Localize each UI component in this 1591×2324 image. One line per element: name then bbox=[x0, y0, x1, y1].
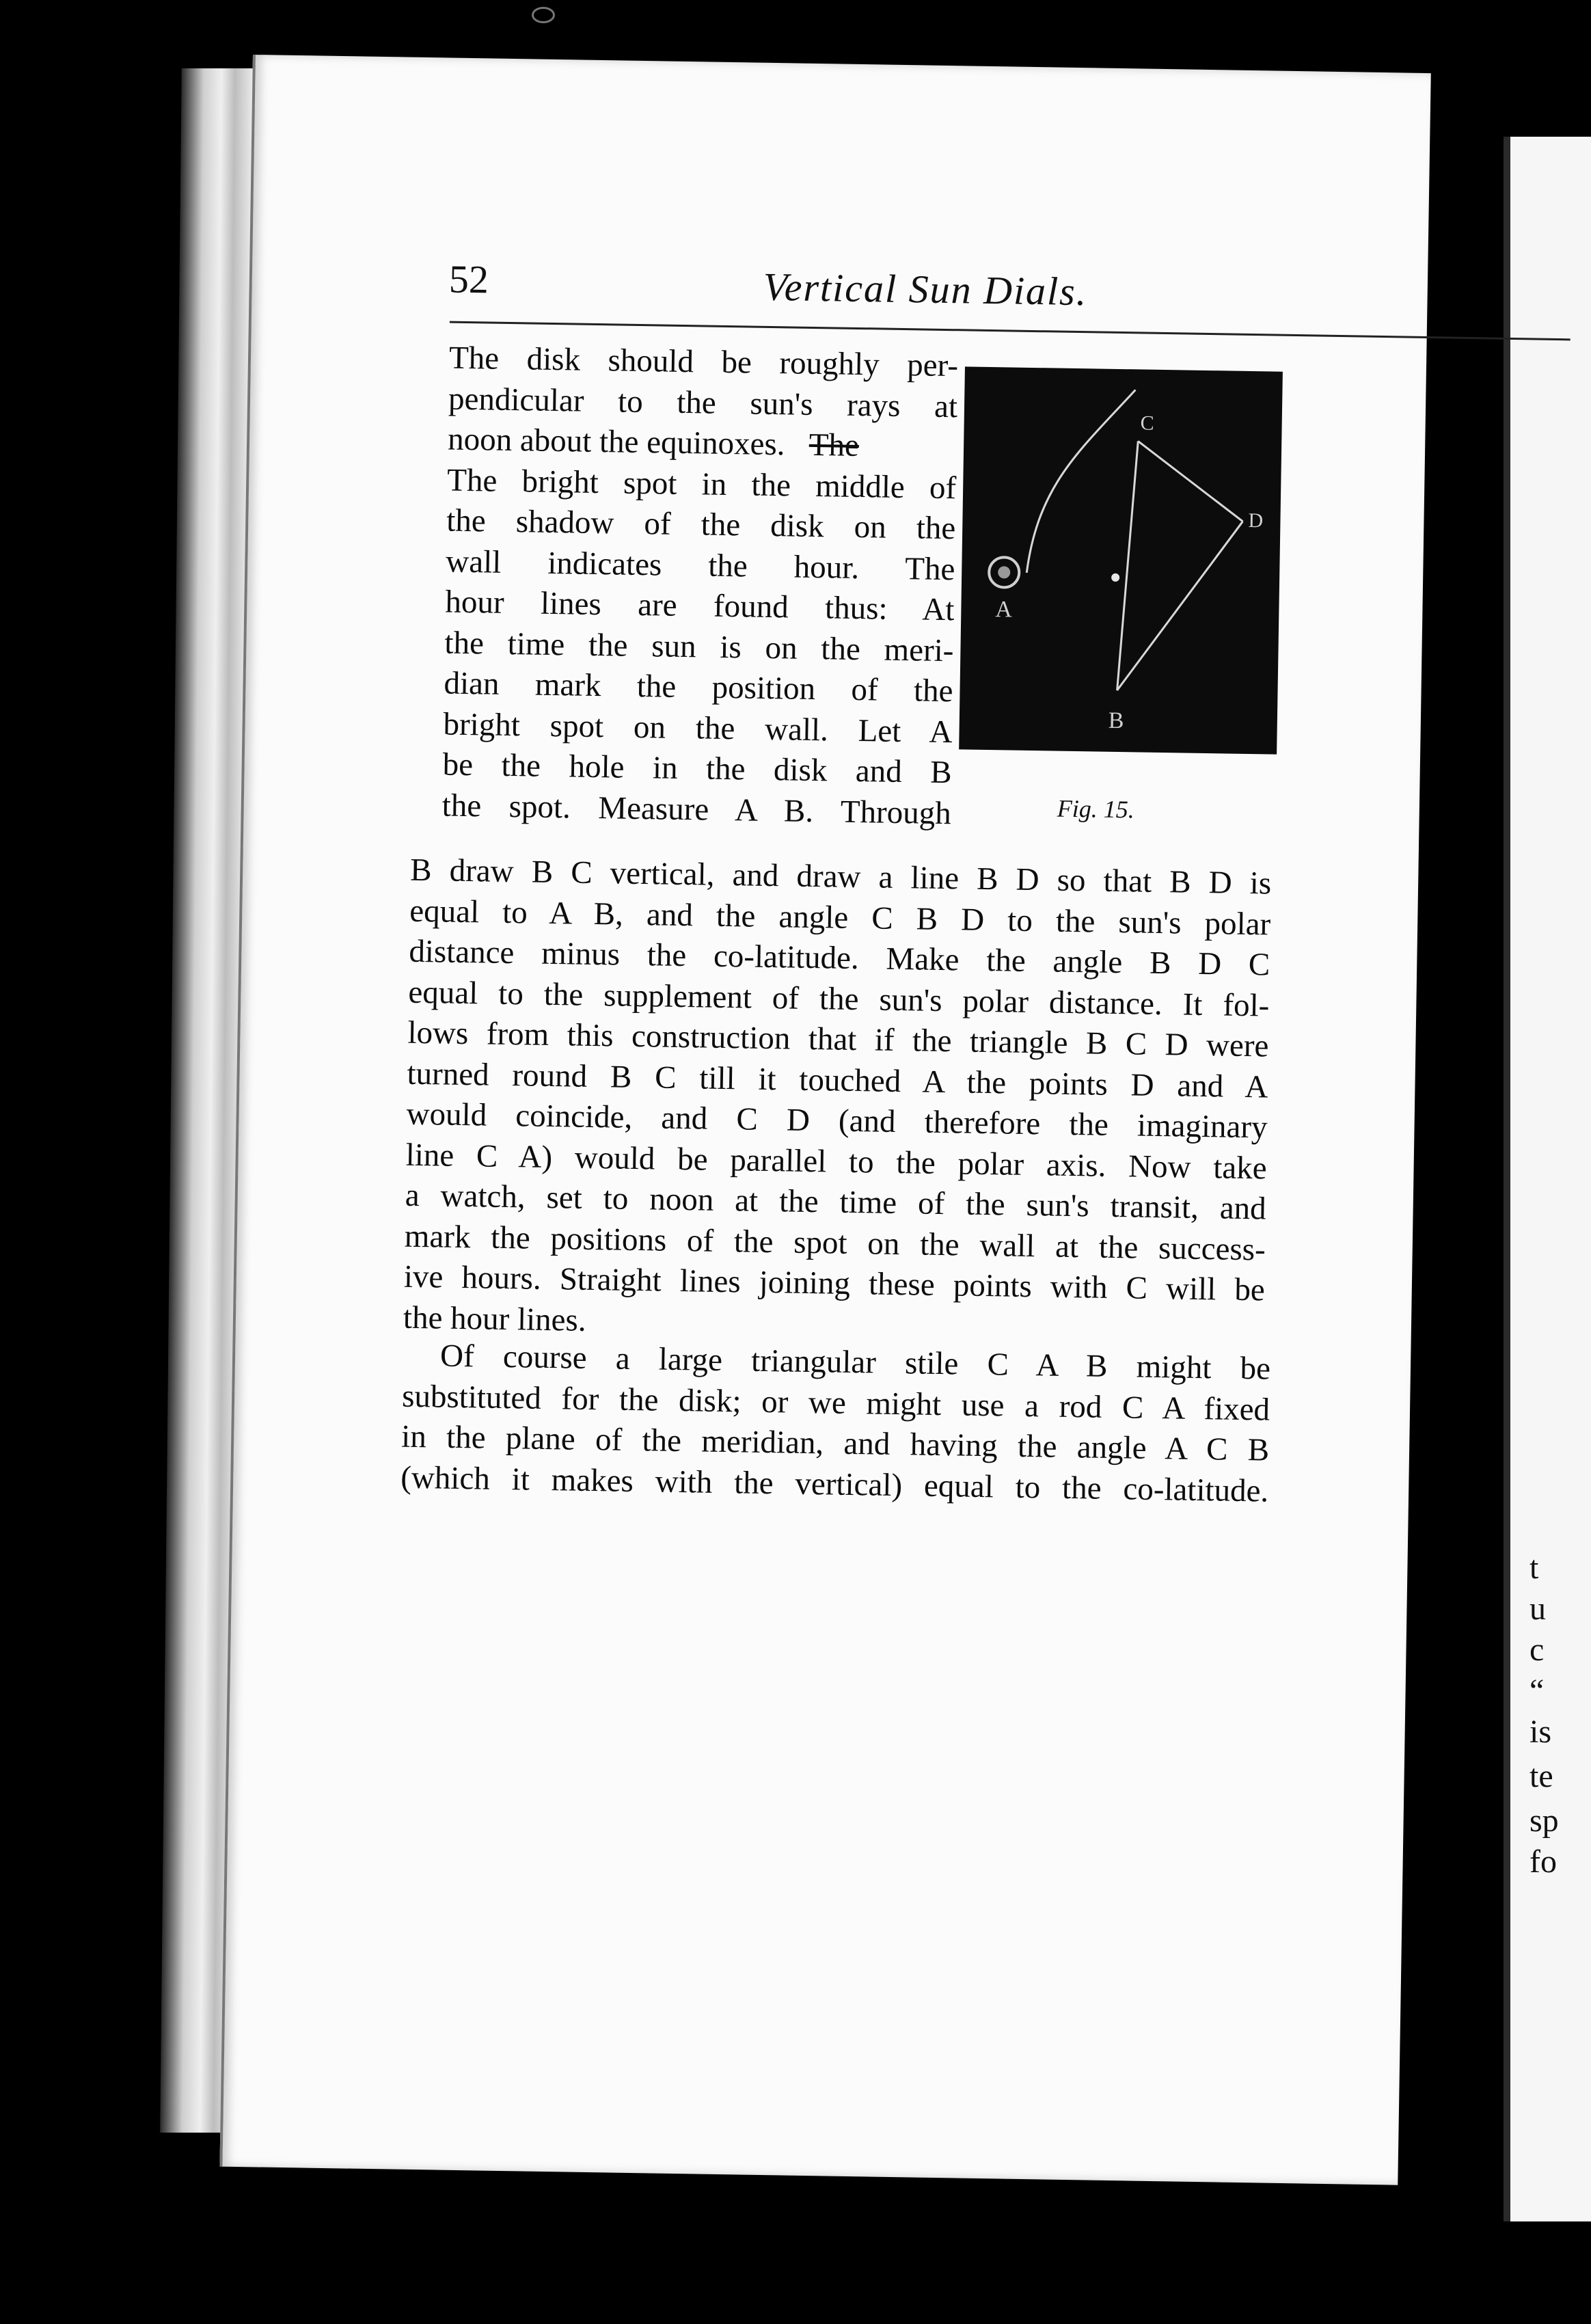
text-line: the shadow of the disk on the bbox=[446, 502, 956, 547]
text-line: bright spot on the wall. Let A bbox=[443, 706, 953, 750]
text-line bbox=[448, 420, 957, 468]
label-a: A bbox=[995, 597, 1013, 623]
sundial-diagram bbox=[959, 366, 1283, 754]
text-line: distance minus the co-latitude. Make the angle B D C bbox=[409, 933, 1270, 983]
label-d: D bbox=[1248, 509, 1264, 532]
second-paragraph bbox=[400, 1336, 1271, 1512]
text-line: ive hours. Straight lines joining these points with C will be bbox=[403, 1258, 1266, 1308]
facing-page-fragment: t bbox=[1529, 1550, 1539, 1586]
figure-caption: Fig. 15. bbox=[1057, 794, 1135, 824]
disk-hole bbox=[998, 566, 1010, 578]
text-line: mark the positions of the spot on the wall at the success- bbox=[404, 1218, 1266, 1267]
text-line: turned round B C till it touched A the points D and A bbox=[407, 1055, 1268, 1105]
text-line: in the plane of the meridian, and having the angle A C B bbox=[400, 1418, 1270, 1468]
text-line: (which it makes with the vertical) equal to the co-latitude. bbox=[400, 1459, 1269, 1509]
text-line: hour lines are found thus: At bbox=[445, 584, 955, 628]
figure-15 bbox=[959, 366, 1283, 754]
text-line: the spot. Measure A B. Through bbox=[441, 787, 952, 831]
page-number: 52 bbox=[448, 256, 489, 302]
text-line: substituted for the disk; or we might use a rod C A fixed bbox=[401, 1378, 1270, 1428]
text-line: line C A) would be parallel to the polar axis. Now take bbox=[405, 1137, 1268, 1187]
text-line: be the hole in the disk and B bbox=[442, 746, 953, 791]
text-line-part: noon about the equinoxes. bbox=[447, 421, 785, 463]
text-line: Of course a large triangular stile C A B might be bbox=[439, 1338, 1271, 1387]
running-title: Vertical Sun Dials. bbox=[763, 264, 1088, 314]
text-line: pendicular to the sun's rays at bbox=[448, 381, 958, 424]
text-line: would coincide, and C D (and therefore the imaginary bbox=[406, 1096, 1268, 1146]
facing-page-fragment: te bbox=[1529, 1758, 1553, 1794]
label-b: B bbox=[1108, 707, 1124, 734]
text-line: The disk should be roughly per- bbox=[448, 340, 959, 384]
text-line: equal to A B, and the angle C B D to the sun's polar bbox=[409, 893, 1271, 943]
facing-page-fragment: is bbox=[1529, 1714, 1552, 1750]
text-line: wall indicates the hour. The bbox=[445, 543, 955, 587]
facing-page-fragment: u bbox=[1529, 1591, 1546, 1627]
text-line: the hour lines. bbox=[403, 1299, 586, 1338]
text-line: equal to the supplement of the sun's polar distance. It fol- bbox=[408, 974, 1270, 1024]
facing-page-fragment: c bbox=[1529, 1632, 1545, 1668]
text-line: lows from this construction that if the triangle B C D were bbox=[407, 1014, 1269, 1064]
text-line: B draw B C vertical, and draw a line B D so that B D is bbox=[409, 852, 1272, 902]
facing-page-fragment: fo bbox=[1529, 1843, 1557, 1880]
line-cb bbox=[1117, 441, 1139, 690]
book-page bbox=[219, 55, 1430, 2185]
text-line: a watch, set to noon at the time of the sun's transit, and bbox=[405, 1177, 1267, 1227]
facing-page-fragment: sp bbox=[1529, 1802, 1559, 1839]
line-cd bbox=[1137, 441, 1244, 521]
column-paragraph bbox=[441, 338, 958, 835]
scan-mark bbox=[532, 7, 555, 23]
facing-page-fragment: “ bbox=[1529, 1673, 1545, 1709]
text-line: The bright spot in the middle of bbox=[446, 462, 957, 506]
text-line: dian mark the position of the bbox=[444, 665, 953, 710]
label-c: C bbox=[1140, 411, 1154, 435]
facing-page-edge bbox=[1504, 137, 1591, 2221]
main-paragraph bbox=[403, 850, 1272, 1352]
line-db bbox=[1117, 519, 1243, 692]
text-line: the time the sun is on the meri- bbox=[444, 625, 954, 668]
curve-line bbox=[1026, 388, 1135, 574]
struck-word: The bbox=[808, 427, 860, 463]
bright-spot bbox=[1111, 573, 1119, 582]
